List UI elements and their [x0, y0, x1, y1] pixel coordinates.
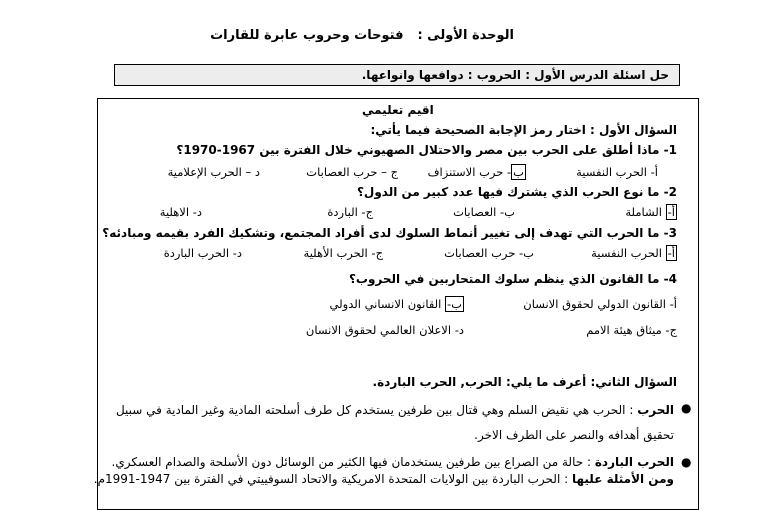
q1-item-2-option-c: ج- الباردة: [327, 205, 373, 219]
answer-mark: أ-: [667, 205, 675, 219]
bullet-icon: ●: [681, 401, 692, 415]
q1-item-4-option-d: د- الاعلان العالمي لحقوق الانسان: [305, 323, 464, 337]
q1-item-4-option-c: ج- ميثاق هيئة الامم: [586, 323, 677, 337]
q1-item-2-option-a: أ- الشاملة: [625, 205, 675, 219]
q1-item-1-option-d: د – الحرب الإعلامية: [167, 165, 260, 179]
q1-item-2-option-d: د- الاهلية: [159, 205, 202, 219]
q1-item-4-question: 4- ما القانون الذي ينظم سلوك المتحاربين في الحروب؟: [348, 272, 677, 286]
bullet-icon: ●: [681, 455, 692, 469]
q1-item-1-question: 1- ماذا أطلق على الحرب بين مصر والاحتلال الصهيوني خلال الفترة بين 1967-1970؟: [176, 143, 677, 157]
answer-mark: ب-: [447, 297, 462, 311]
lesson-title: حل اسئلة الدرس الأول : الحروب : دوافعها وانواعها.: [361, 68, 669, 82]
q1-item-3-option-b: ب- حرب العصابات: [444, 246, 534, 260]
q2-definition-war: الحرب : الحرب هي نقيض السلم وهي قتال بين طرفين يستخدم كل طرف أسلحته المادية وغير المادية في سبيل: [115, 403, 674, 417]
q1-item-1-option-a: أ- الحرب النفسية: [576, 165, 658, 179]
q1-item-2-question: 2- ما نوع الحرب الذي يشترك فيها عدد كبير من الدول؟: [356, 185, 677, 199]
q1-item-4-option-b: ب- القانون الانساني الدولي: [329, 297, 462, 311]
box-heading: اقيم تعليمي: [362, 103, 434, 117]
q1-item-1-option-c: ج – حرب العصابات: [306, 165, 398, 179]
q2-definition-war-continued: تحقيق أهدافه والنصر على الطرف الاخر.: [474, 428, 674, 442]
q2-cold-war-example: ومن الأمثلة عليها : الحرب الباردة بين الولايات المتحدة الامريكية والاتحاد السوفييتي في الفترة بين 1947-1991م.: [93, 472, 674, 486]
q1-item-3-option-d: د- الحرب الباردة: [163, 246, 242, 260]
q1-item-3-option-a: أ- الحرب النفسية: [591, 246, 675, 260]
q1-item-1-option-b: ب- حرب الاستنزاف: [427, 165, 524, 179]
answer-mark: أ-: [667, 246, 675, 260]
q1-item-3-option-c: ج- الحرب الأهلية: [303, 246, 383, 260]
q1-item-3-question: 3- ما الحرب التي تهدف إلى تغيير أنماط السلوك لدى أفراد المجتمع، وتشكيك الفرد بقيمه ومبادئه؟: [102, 226, 677, 240]
unit-header: [210, 28, 514, 43]
answer-mark: ب: [513, 165, 524, 179]
q2-definition-cold-war: الحرب الباردة : حالة من الصراع بين طرفين يستخدمان فيها الكثير من الوسائل دون الأسلحة والصدام العسكري.: [111, 455, 674, 469]
q1-item-2-option-b: ب- العصابات: [453, 205, 515, 219]
unit-title: فتوحات وحروب عابرة للقارات: [210, 28, 404, 43]
q1-heading: السؤال الأول : اختار رمز الإجابة الصحيحة فيما يأتي:: [370, 123, 677, 137]
q2-heading: السؤال الثاني: أعرف ما يلي: الحرب, الحرب الباردة.: [372, 375, 677, 389]
unit-label: الوحدة الأولى :: [417, 28, 514, 43]
q1-item-4-option-a: أ- القانون الدولي لحقوق الانسان: [523, 297, 677, 311]
lesson-title-box: [114, 64, 680, 86]
